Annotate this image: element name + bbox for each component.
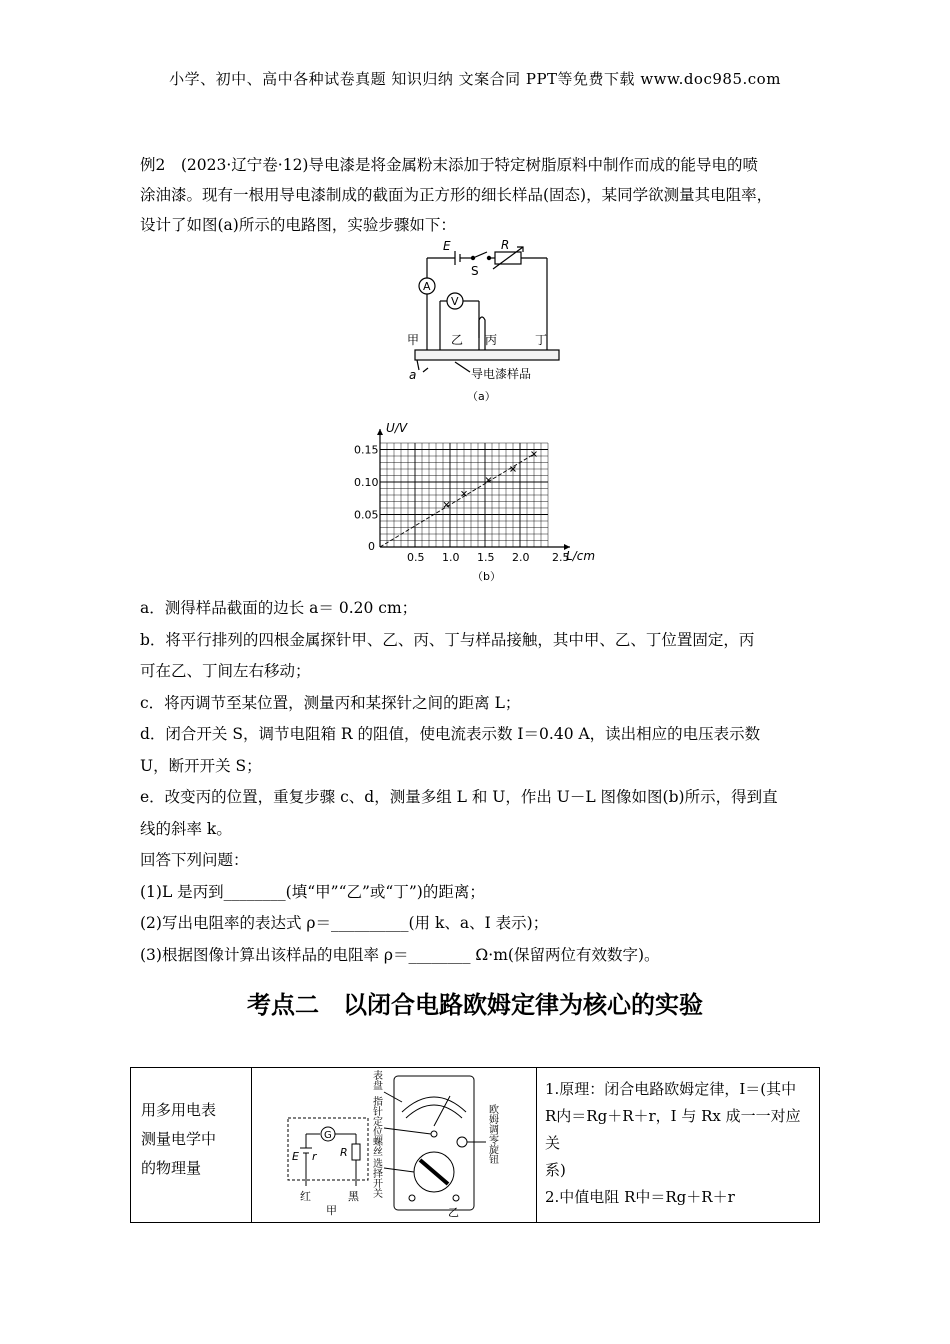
multimeter-figure <box>252 1068 536 1218</box>
multimeter-body <box>394 1076 474 1210</box>
question-1: (1)L 是丙到________(填“甲”“乙”或“丁”)的距离； <box>140 882 485 901</box>
table-right-cell <box>537 1068 820 1223</box>
probe-jia: 甲 <box>407 333 420 347</box>
step-a: a．测得样品截面的边长 a＝ 0.20 cm； <box>140 599 418 617</box>
sample-bar <box>415 350 559 360</box>
voltmeter-label: V <box>451 295 459 308</box>
chart-ticks <box>354 444 570 565</box>
probe-ding: 丁 <box>535 333 548 347</box>
dial-label: 表盘 <box>370 1070 382 1090</box>
intro-line-2: 涂油漆。现有一根用导电漆制成的截面为正方形的细长样品(固态)，某同学欲测量其电阻率， <box>140 186 773 204</box>
x-tick-label: 2.5 <box>552 551 570 564</box>
ohm-knob-label: 欧姆调零旋钮 <box>486 1104 498 1164</box>
y-tick-label: 0.05 <box>354 508 379 522</box>
x-axis-label: L/cm <box>566 549 596 563</box>
x-tick-label: 1.0 <box>442 551 460 564</box>
step-b-2: 可在乙、丁间左右移动； <box>140 662 311 680</box>
label-S: S <box>471 264 479 278</box>
principle-line-1: 1.原理：闭合电路欧姆定律，I＝(其中 <box>545 1080 797 1098</box>
label-E: E <box>443 239 451 253</box>
principle-line-3: 系) <box>545 1161 566 1179</box>
switch-blade <box>473 252 487 258</box>
label-a: a <box>409 368 417 382</box>
circuit-diagram <box>395 238 575 410</box>
ohm-zero-knob <box>457 1137 467 1147</box>
intro-line-3: 设计了如图(a)所示的电路图，实验步骤如下： <box>140 216 456 234</box>
step-e-2: 线的斜率 k。 <box>140 819 232 838</box>
question-2: (2)写出电阻率的表达式 ρ＝__________(用 k、a、I 表示)； <box>140 914 549 932</box>
label-E-r: E <box>292 1150 299 1163</box>
label-r: r <box>312 1150 317 1163</box>
x-tick-label: 2.0 <box>512 551 530 564</box>
label-R-meter: R <box>340 1146 348 1159</box>
step-d-1: d．闭合开关 S，调节电阻箱 R 的阻值，使电流表示数 I＝0.40 A，读出相应的电压表示数 <box>140 725 761 743</box>
intro-line-1: 例2 (2023·辽宁卷·12)导电漆是将金属粉末添加于特定树脂原料中制作而成的能导电的喷 <box>140 156 758 174</box>
red-probe-label: 红 <box>300 1190 311 1203</box>
y-tick-label: 0.15 <box>354 443 379 457</box>
figure-b-caption: （b） <box>472 570 501 583</box>
left-line-3: 的物理量 <box>141 1159 202 1177</box>
step-c: c．将丙调节至某位置，测量丙和某探针之间的距离 L； <box>140 693 521 712</box>
pointer-screw-label: 指针定位螺丝 <box>370 1096 382 1156</box>
example-intro <box>140 150 820 240</box>
probe-yi: 乙 <box>451 333 464 347</box>
x-tick-label: 1.5 <box>477 551 495 564</box>
principle-line-2: R内＝Rg＋R＋r，I 与 Rx 成一一对应关 <box>545 1107 801 1152</box>
black-probe-label: 黑 <box>348 1190 359 1203</box>
x-tick-label: 0.5 <box>407 551 425 564</box>
questions-prompt: 回答下列问题： <box>140 851 249 869</box>
pointer-screw <box>431 1131 437 1137</box>
left-line-1: 用多用电表 <box>141 1101 217 1119</box>
fig-jia-label: 甲 <box>326 1204 337 1217</box>
multimeter-table <box>130 1067 820 1223</box>
selector-label: 选择开关 <box>370 1158 382 1198</box>
resistor-R <box>352 1144 360 1160</box>
galvanometer-label: G <box>324 1130 332 1141</box>
table-figure-cell <box>252 1068 537 1223</box>
origin-label: 0 <box>368 540 375 553</box>
y-tick-label: 0.10 <box>354 476 379 489</box>
fig-yi-label: 乙 <box>448 1206 459 1218</box>
y-axis-label: U/V <box>386 421 408 435</box>
probe-bing: 丙 <box>485 333 498 347</box>
figure-a-caption: （a） <box>467 390 496 403</box>
steps-block <box>140 593 820 971</box>
ammeter-label: A <box>423 280 431 293</box>
step-e-1: e．改变丙的位置，重复步骤 c、d，测量多组 L 和 U，作出 U－L 图像如图(b)所示，得到直 <box>140 788 778 806</box>
pointer <box>434 1096 450 1126</box>
y-axis-arrow <box>377 429 383 435</box>
mid-resistance: 2.中值电阻 R中＝Rg＋R＋r <box>545 1188 735 1206</box>
question-3: (3)根据图像计算出该样品的电阻率 ρ＝________ Ω·m(保留两位有效数字)。 <box>140 945 660 964</box>
left-line-2: 测量电学中 <box>141 1130 217 1148</box>
table-left-cell <box>131 1068 252 1223</box>
chart-grid <box>380 443 548 547</box>
page-header: 小学、初中、高中各种试卷真题 知识归纳 文案合同 PPT等免费下载 www.doc985.com <box>169 70 781 88</box>
sample-label: 导电漆样品 <box>471 367 532 381</box>
step-b-1: b．将平行排列的四根金属探针甲、乙、丙、丁与样品接触，其中甲、乙、丁位置固定，丙 <box>140 630 755 649</box>
u-l-chart <box>340 420 610 590</box>
data-point <box>444 502 449 507</box>
step-d-2: U，断开开关 S； <box>140 756 262 775</box>
label-R: R <box>501 238 510 252</box>
section-title: 考点二 以闭合电路欧姆定律为核心的实验 <box>247 991 703 1019</box>
